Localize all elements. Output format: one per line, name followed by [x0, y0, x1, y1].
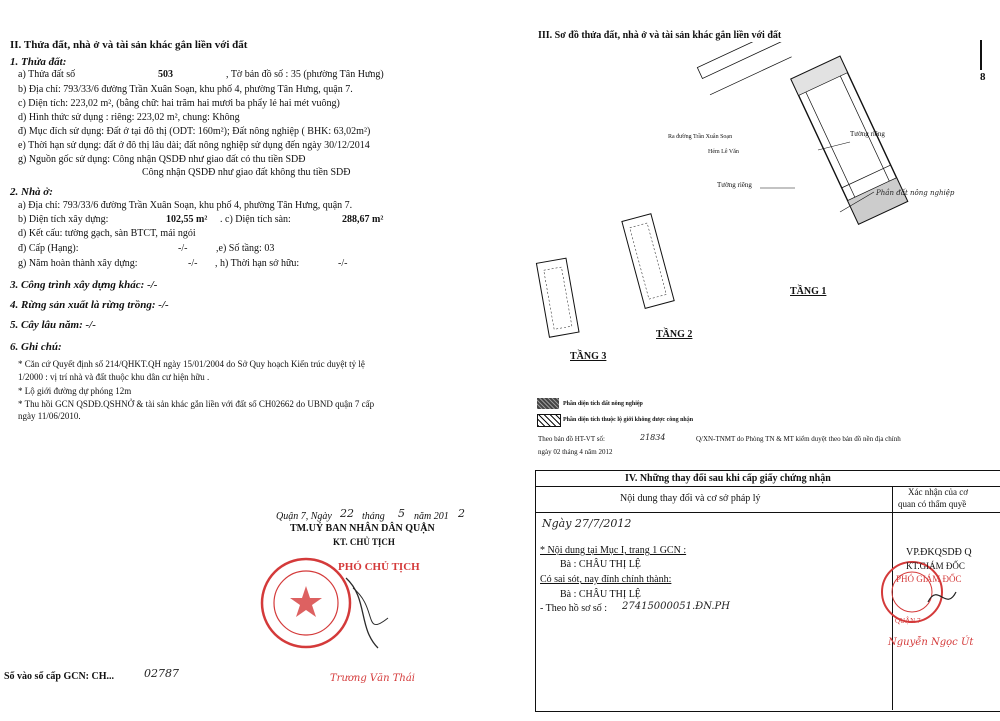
- land-area: c) Diện tích: 223,02 m², (bằng chữ: hai trăm hai mươi ba phẩy lẻ hai mét vuông): [18, 98, 340, 109]
- floor-count: ,e) Số tầng: 03: [216, 243, 275, 254]
- date-day: 22: [340, 507, 354, 520]
- note-1b: 1/2000 : vị trí nhà và đất thuộc khu dân cư hiện hữu .: [18, 372, 210, 382]
- note-3a: * Thu hồi GCN QSDĐ.QSHNỞ & tài sản khác gắn liền với đất số CH02662 do UBND quận 7 cấp: [18, 399, 375, 409]
- floor-3-plan: [536, 258, 579, 337]
- ownership-term-label: , h) Thời hạn sở hữu:: [215, 258, 300, 269]
- production-forest: 4. Rừng sản xuất là rừng trồng: -/-: [10, 299, 169, 311]
- road-label: Ra đường Trần Xuân Soạn: [668, 134, 733, 140]
- map-ref-date: ngày 02 tháng 4 năm 2012: [538, 448, 613, 456]
- date-month-label: tháng: [362, 511, 385, 522]
- section-2-title: II. Thửa đất, nhà ở và tài sản khác gắn liền với đất: [10, 39, 248, 51]
- signer-name: Trương Văn Thái: [330, 673, 416, 684]
- grade-label: đ) Cấp (Hạng):: [18, 243, 79, 254]
- usage-term: e) Thời hạn sử dụng: đất ở đô thị lâu dài; đất nông nghiệp sử dụng đến ngày 30/12/2014: [18, 140, 370, 151]
- date-year-prefix: năm 201: [414, 511, 449, 522]
- floor-1-label: TẦNG 1: [790, 286, 827, 297]
- completion-value: -/-: [188, 258, 198, 269]
- floor-area-value: 288,67 m²: [342, 214, 384, 225]
- date-prefix: Quận 7, Ngày: [276, 511, 332, 522]
- other-works: 3. Công trình xây dựng khác: -/-: [10, 279, 158, 291]
- section-4-title: IV. Những thay đổi sau khi cấp giấy chứng nhận: [625, 473, 831, 484]
- map-ref-rest: Q/XN-TNMT do Phòng TN & MT kiểm duyệt theo bản đồ nền địa chính: [696, 435, 901, 443]
- completion-label: g) Năm hoàn thành xây dựng:: [18, 258, 138, 269]
- date-year-digit: 2: [458, 507, 465, 520]
- col-header-confirm-b: quan có thẩm quyề: [898, 499, 967, 509]
- edge-mark: [980, 40, 982, 70]
- usage-origin-1: g) Nguồn gốc sử dụng: Công nhận QSDĐ như giao đất có thu tiền SDĐ: [18, 154, 306, 165]
- build-area-value: 102,55 m²: [166, 214, 208, 225]
- change-name-old: Bà : CHÂU THỊ LỆ: [560, 559, 641, 570]
- land-title: 1. Thửa đất:: [10, 56, 67, 68]
- structure: d) Kết cấu: tường gạch, sàn BTCT, mái ngói: [18, 228, 196, 239]
- usage-purpose: đ) Mục đích sử dụng: Đất ở tại đô thị (ODT: 160m²); Đất nông nghiệp ( BHK: 63,02m²): [18, 126, 371, 137]
- floor-2-label: TẦNG 2: [656, 329, 693, 340]
- change-file-label: - Theo hồ sơ số :: [540, 603, 608, 614]
- officer-name: Nguyễn Ngọc Út: [888, 637, 974, 648]
- floor-2-plan: [622, 214, 674, 309]
- district-stamp-text: QUẬN 7: [895, 617, 921, 625]
- committee-name: TM.UỶ BAN NHÂN DÂN QUẬN: [290, 523, 435, 534]
- perennial-trees: 5. Cây lâu năm: -/-: [10, 319, 96, 331]
- change-name-new: Bà : CHÂU THỊ LỆ: [560, 589, 641, 600]
- alley-label: Hẻm Lê Văn: [708, 149, 739, 155]
- grade-value: -/-: [178, 243, 188, 254]
- land-address: b) Địa chỉ: 793/33/6 đường Trần Xuân Soạn, khu phố 4, phường Tân Hưng, quận 7.: [18, 84, 353, 95]
- legend-road: Phần diện tích thuộc lộ giới không được công nhận: [563, 417, 694, 423]
- office-name: VP.ĐKQSDĐ Q: [906, 547, 972, 558]
- agri-land-note: Phần đất nông nghiệp: [876, 189, 955, 197]
- date-month: 5: [398, 507, 405, 520]
- change-file-number: 27415000051.ĐN.PH: [622, 601, 730, 612]
- col-header-content: Nội dung thay đổi và cơ sở pháp lý: [620, 493, 761, 504]
- note-3b: ngày 11/06/2010.: [18, 411, 81, 421]
- map-ref-prefix: Theo bản đồ HT-VT số:: [538, 435, 605, 443]
- col-header-confirm-a: Xác nhận của cơ: [908, 487, 968, 497]
- parcel-label: a) Thửa đất số: [18, 69, 76, 80]
- wall-label-2: Tường riêng: [717, 181, 752, 189]
- legend-agri: Phần diện tích đất nông nghiệp: [563, 401, 643, 407]
- parcel-number: 503: [158, 69, 173, 80]
- office-deputy-director: PHÓ GIÁM ĐỐC: [896, 574, 962, 584]
- edge-page-marker: 8: [980, 71, 986, 83]
- note-2: * Lộ giới đường dự phóng 12m: [18, 386, 132, 396]
- section-3-title: III. Sơ đồ thửa đất, nhà ở và tài sản khác gắn liền với đất: [538, 30, 782, 41]
- usage-form: d) Hình thức sử dụng : riêng: 223,02 m², chung: Không: [18, 112, 240, 123]
- legend-swatch-agri: [537, 398, 559, 409]
- floor-area-label: . c) Diện tích sàn:: [220, 214, 291, 225]
- issue-register-label: Số vào sổ cấp GCN: CH...: [4, 671, 115, 682]
- ownership-term-value: -/-: [338, 258, 348, 269]
- chairman-label: KT. CHỦ TỊCH: [333, 537, 395, 547]
- change-content: * Nội dung tại Mục I, trang 1 GCN :: [540, 545, 687, 556]
- issue-register-number: 02787: [144, 667, 179, 680]
- notes-title: 6. Ghi chú:: [10, 341, 62, 353]
- house-address: a) Địa chỉ: 793/33/6 đường Trần Xuân Soạn, khu phố 4, phường Tân Hưng, quận 7.: [18, 200, 353, 211]
- map-ref-number: 21834: [640, 433, 666, 442]
- legend-swatch-road: [537, 414, 561, 427]
- office-deputy: KT.GIÁM ĐỐC: [906, 561, 965, 571]
- parcel-map: , Tờ bản đồ số : 35 (phường Tân Hưng): [226, 69, 384, 80]
- build-area-label: b) Diện tích xây dựng:: [18, 214, 109, 225]
- floor-3-label: TẦNG 3: [570, 351, 607, 362]
- change-correction: Có sai sót, nay đính chính thành:: [540, 574, 672, 585]
- table-divider-2: [535, 512, 1000, 513]
- change-date: Ngày 27/7/2012: [542, 517, 632, 530]
- house-title: 2. Nhà ở:: [10, 186, 53, 198]
- parcel-sketch: [510, 42, 950, 352]
- note-1a: * Căn cứ Quyết định số 214/QHKT.QH ngày 15/01/2004 do Sở Quy hoạch Kiến trúc duyệt tỷ lệ: [18, 359, 365, 369]
- usage-origin-2: Công nhận QSDĐ như giao đất không thu tiền SDĐ: [142, 167, 351, 178]
- wall-label-1: Tường riêng: [850, 130, 885, 138]
- vice-chairman-title: PHÓ CHỦ TỊCH: [338, 561, 420, 573]
